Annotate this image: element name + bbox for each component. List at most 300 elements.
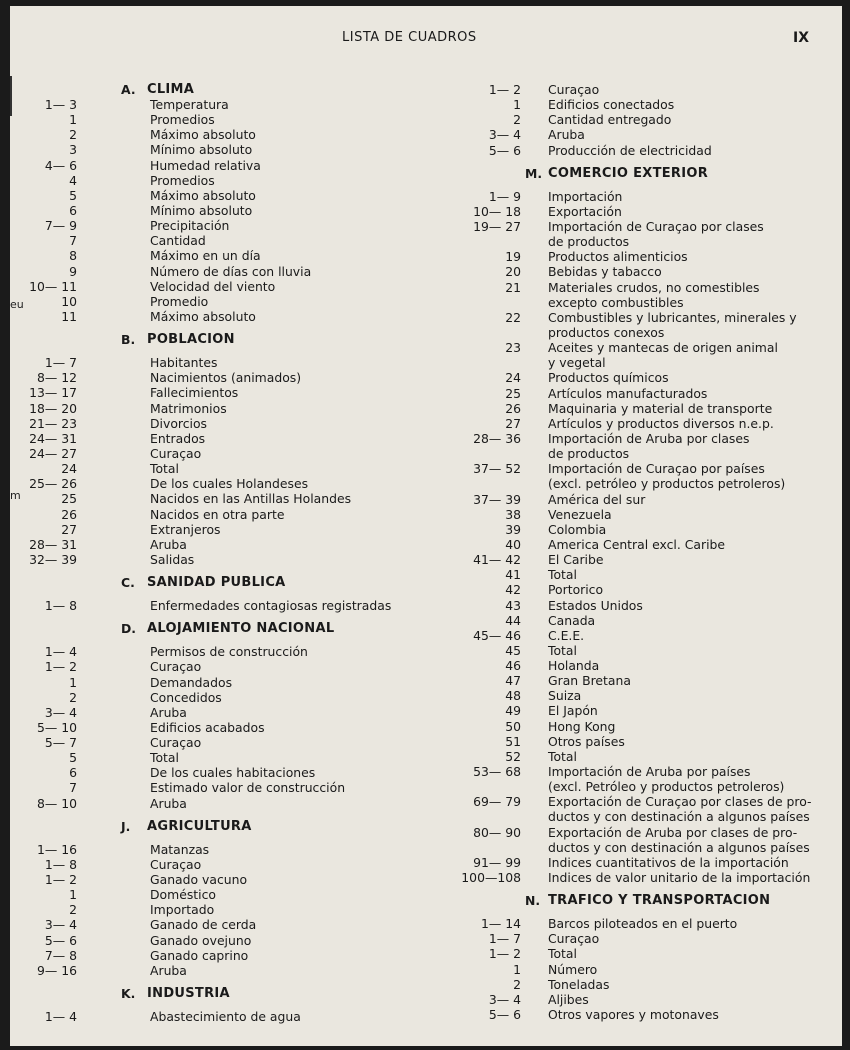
section-letter: B. — [121, 332, 136, 348]
table-list-item — [10, 675, 450, 690]
table-list-item — [455, 492, 840, 507]
section-title: POBLACION — [147, 332, 235, 348]
table-title: Ganado caprino — [150, 947, 249, 963]
table-list-item — [455, 946, 840, 961]
section-title: AGRICULTURA — [147, 818, 252, 834]
table-number: 25 — [505, 385, 521, 401]
table-number: 49 — [505, 703, 521, 719]
table-title: Aruba — [548, 127, 585, 143]
table-number: 1— 14 — [481, 916, 521, 932]
table-title: Aceites y mantecas de origen animal — [548, 340, 778, 356]
table-title: Abastecimiento de agua — [150, 1009, 301, 1025]
table-list-item — [455, 204, 840, 219]
table-list-item — [10, 705, 450, 720]
table-list-item — [455, 870, 840, 885]
table-list-item — [10, 491, 450, 506]
table-number: 41 — [505, 567, 521, 583]
table-title: Enfermedades contagiosas registradas — [150, 598, 392, 614]
table-title: Nacidos en las Antillas Holandes — [150, 491, 352, 507]
table-title: Exportación de Curaçao por clases de pro- — [548, 794, 812, 810]
table-number: 1— 4 — [44, 1009, 77, 1025]
table-number: 1— 2 — [488, 946, 521, 962]
table-number: 3— 4 — [44, 917, 77, 933]
table-number: 39 — [505, 521, 521, 537]
table-title: ductos y con destinación a algunos países — [548, 809, 810, 825]
table-title: Indices cuantitativos de la importación — [548, 854, 789, 870]
table-title: Promedios — [150, 112, 215, 128]
table-list-item — [455, 97, 840, 112]
table-title: Gran Bretana — [548, 673, 631, 689]
table-title: Importación de Curaçao por clases — [548, 218, 764, 234]
table-list-item — [10, 431, 450, 446]
table-list-item — [455, 977, 840, 992]
table-number: 27 — [61, 521, 77, 537]
table-number: 1 — [69, 887, 77, 903]
table-title: De los cuales habitaciones — [150, 765, 316, 781]
table-list-item — [10, 248, 450, 263]
section-letter: N. — [525, 893, 541, 909]
table-list-item — [455, 673, 840, 688]
table-number: 53— 68 — [473, 764, 521, 780]
section-title: INDUSTRIA — [147, 986, 230, 1002]
table-number: 8 — [69, 248, 77, 264]
table-list-item — [455, 82, 840, 97]
table-list-item — [455, 461, 840, 476]
table-list-item — [455, 567, 840, 582]
table-number: 3— 4 — [488, 127, 521, 143]
table-title: Divorcios — [150, 415, 208, 431]
table-number: 80— 90 — [473, 824, 521, 840]
table-title: Venezuela — [548, 506, 612, 522]
table-number: 1 — [513, 97, 521, 113]
table-title: El Japón — [548, 703, 598, 719]
table-title: Productos alimenticios — [548, 249, 688, 265]
table-title: Curaçao — [150, 735, 202, 751]
table-list-item — [455, 703, 840, 718]
table-number: 42 — [505, 582, 521, 598]
table-title: de productos — [548, 446, 630, 462]
table-list-item — [455, 779, 840, 794]
table-list-item — [10, 355, 450, 370]
table-list-item — [10, 416, 450, 431]
table-list-item — [455, 809, 840, 824]
section-letter: D. — [121, 621, 136, 637]
table-title: (excl. petróleo y productos petroleros) — [548, 476, 786, 492]
table-list-item — [455, 992, 840, 1007]
table-number: 32— 39 — [29, 551, 77, 567]
table-title: De los cuales Holandeses — [150, 476, 309, 492]
table-title: Hong Kong — [548, 718, 616, 734]
table-list-item — [10, 476, 450, 491]
section-title: TRAFICO Y TRANSPORTACION — [548, 893, 771, 909]
table-list-item — [455, 962, 840, 977]
table-number: 1— 2 — [488, 82, 521, 97]
table-title: Entrados — [150, 430, 206, 446]
table-list-item — [455, 401, 840, 416]
right-column — [455, 82, 840, 1022]
table-list-item — [455, 143, 840, 158]
table-list-item — [455, 916, 840, 931]
table-number: 7— 9 — [44, 218, 77, 234]
table-number: 8— 12 — [37, 370, 77, 386]
table-title: Número — [548, 961, 598, 977]
table-list-item — [10, 142, 450, 157]
table-list-item — [455, 310, 840, 325]
table-title: Curaçao — [548, 931, 600, 947]
table-number: 27 — [505, 415, 521, 431]
table-number: 10— 11 — [29, 278, 77, 294]
table-title: El Caribe — [548, 552, 604, 568]
bleed-text-bottom: m — [10, 489, 21, 502]
table-number: 1— 16 — [37, 841, 77, 857]
table-title: Salidas — [150, 551, 195, 567]
table-list-item — [455, 855, 840, 870]
table-number: 9— 16 — [37, 962, 77, 978]
table-title: Aruba — [150, 795, 187, 811]
table-number: 45 — [505, 642, 521, 658]
table-list-item — [10, 780, 450, 795]
table-number: 46 — [505, 658, 521, 674]
table-number: 5— 6 — [44, 932, 77, 948]
table-list-item — [10, 203, 450, 218]
section-heading — [10, 613, 450, 644]
table-list-item — [10, 507, 450, 522]
table-number: 41— 42 — [473, 552, 521, 568]
table-number: 24 — [61, 461, 77, 477]
table-number: 50 — [505, 718, 521, 734]
table-number: 3— 4 — [488, 991, 521, 1007]
table-title: Máximo en un día — [150, 248, 261, 264]
table-list-item — [10, 948, 450, 963]
table-list-item — [10, 127, 450, 142]
table-number: 22 — [505, 309, 521, 325]
table-list-item — [10, 461, 450, 476]
table-number: 45— 46 — [473, 627, 521, 643]
table-list-item — [10, 158, 450, 173]
table-title: Precipitación — [150, 218, 230, 234]
table-number: 3 — [69, 142, 77, 158]
table-title: Cantidad entregado — [548, 112, 672, 128]
table-number: 28— 31 — [29, 536, 77, 552]
table-title: Cantidad — [150, 233, 206, 249]
table-number: 21 — [505, 279, 521, 295]
table-title: Ganado de cerda — [150, 917, 257, 933]
table-list-item — [10, 294, 450, 309]
section-heading — [455, 885, 840, 916]
table-list-item — [10, 401, 450, 416]
table-number: 24 — [505, 370, 521, 386]
table-list-item — [455, 749, 840, 764]
table-title: Toneladas — [548, 976, 610, 992]
table-list-item — [10, 1009, 450, 1024]
table-title: Máximo absoluto — [150, 187, 256, 203]
section-heading — [455, 158, 840, 189]
table-title: Máximo absoluto — [150, 127, 256, 143]
table-title: (excl. Petróleo y productos petroleros) — [548, 779, 785, 795]
table-number: 3— 4 — [44, 704, 77, 720]
table-title: Estimado valor de construcción — [150, 780, 346, 796]
table-number: 20 — [505, 264, 521, 280]
table-list-item — [455, 537, 840, 552]
table-number: 2 — [513, 112, 521, 128]
book-page — [10, 6, 842, 1046]
table-number: 10 — [61, 293, 77, 309]
table-number: 5 — [69, 750, 77, 766]
section-letter: C. — [121, 575, 135, 591]
table-number: 47 — [505, 673, 521, 689]
table-title: América del sur — [548, 491, 646, 507]
table-number: 1— 2 — [44, 659, 77, 675]
table-list-item — [455, 840, 840, 855]
table-number: 25— 26 — [29, 476, 77, 492]
table-title: Habitantes — [150, 355, 218, 371]
table-title: Mínimo absoluto — [150, 142, 253, 158]
table-title: excepto combustibles — [548, 294, 684, 310]
table-title: America Central excl. Caribe — [548, 536, 726, 552]
table-title: y vegetal — [548, 355, 606, 371]
table-list-item — [10, 233, 450, 248]
table-title: Total — [150, 461, 179, 477]
table-title: Ganado vacuno — [150, 872, 248, 888]
page-number: IX — [793, 30, 810, 46]
table-number: 25 — [61, 491, 77, 507]
table-list-item — [10, 218, 450, 233]
table-number: 1— 4 — [44, 644, 77, 660]
table-list-item — [455, 127, 840, 142]
section-title: CLIMA — [147, 82, 195, 97]
table-title: Total — [548, 748, 577, 764]
table-title: Total — [548, 946, 577, 962]
table-number: 5 — [69, 187, 77, 203]
table-number: 5— 6 — [488, 142, 521, 158]
table-title: Velocidad del viento — [150, 278, 276, 294]
table-title: Materiales crudos, no comestibles — [548, 279, 760, 295]
table-title: Curaçao — [150, 856, 202, 872]
table-title: Importación de Aruba por países — [548, 764, 751, 780]
table-number: 8— 10 — [37, 795, 77, 811]
table-number: 43 — [505, 597, 521, 613]
table-number: 4 — [69, 172, 77, 188]
table-title: Extranjeros — [150, 521, 221, 537]
bleed-text-top: eu — [10, 298, 24, 311]
table-list-item — [455, 249, 840, 264]
table-list-item — [10, 750, 450, 765]
table-list-item — [10, 522, 450, 537]
table-list-item — [10, 385, 450, 400]
table-list-item — [455, 1007, 840, 1022]
section-heading — [10, 978, 450, 1009]
table-number: 7 — [69, 233, 77, 249]
table-title: Edificios acabados — [150, 719, 265, 735]
table-title: Curaçao — [150, 659, 202, 675]
table-number: 37— 52 — [473, 461, 521, 477]
table-list-item — [455, 295, 840, 310]
page-title: LISTA DE CUADROS — [342, 30, 477, 45]
table-number: 7 — [69, 780, 77, 796]
table-list-item — [455, 355, 840, 370]
table-title: Portorico — [548, 582, 604, 598]
table-title: Colombia — [548, 521, 607, 537]
table-title: Temperatura — [150, 97, 229, 112]
table-list-item — [455, 507, 840, 522]
section-heading — [10, 567, 450, 598]
table-list-item — [10, 735, 450, 750]
table-title: Producción de electricidad — [548, 142, 712, 158]
table-title: Mínimo absoluto — [150, 202, 253, 218]
table-number: 28— 36 — [473, 430, 521, 446]
table-list-item — [455, 476, 840, 491]
section-heading — [10, 324, 450, 355]
table-title: Permisos de construcción — [150, 644, 308, 660]
table-list-item — [10, 264, 450, 279]
table-list-item — [10, 887, 450, 902]
table-number: 18— 20 — [29, 400, 77, 416]
table-title: Aruba — [150, 704, 187, 720]
table-list-item — [455, 325, 840, 340]
table-list-item — [10, 842, 450, 857]
section-letter: J. — [121, 818, 131, 834]
table-list-item — [455, 643, 840, 658]
table-number: 2 — [513, 976, 521, 992]
table-title: Aruba — [150, 962, 187, 978]
table-list-item — [10, 188, 450, 203]
table-title: Nacidos en otra parte — [150, 506, 285, 522]
table-number: 1— 7 — [488, 931, 521, 947]
table-list-item — [455, 552, 840, 567]
table-list-item — [455, 598, 840, 613]
table-title: Importación de Aruba por clases — [548, 430, 750, 446]
table-number: 5— 6 — [488, 1007, 521, 1023]
table-number: 5— 7 — [44, 735, 77, 751]
section-heading — [10, 82, 450, 97]
table-number: 24— 27 — [29, 445, 77, 461]
section-letter: A. — [121, 82, 136, 97]
table-number: 13— 17 — [29, 385, 77, 401]
table-number: 69— 79 — [473, 794, 521, 810]
table-title: Importado — [150, 902, 215, 918]
table-list-item — [10, 644, 450, 659]
table-title: Importación de Curaçao por países — [548, 461, 765, 477]
table-list-item — [10, 446, 450, 461]
table-number: 9 — [69, 263, 77, 279]
table-number: 2 — [69, 689, 77, 705]
table-list-item — [10, 598, 450, 613]
table-list-item — [455, 416, 840, 431]
table-number: 10— 18 — [473, 203, 521, 219]
table-list-item — [455, 522, 840, 537]
table-number: 2 — [69, 902, 77, 918]
section-letter: M. — [525, 165, 543, 181]
table-title: productos conexos — [548, 324, 665, 340]
table-list-item — [10, 872, 450, 887]
table-title: Exportación — [548, 203, 622, 219]
table-number: 24— 31 — [29, 430, 77, 446]
table-list-item — [455, 734, 840, 749]
table-list-item — [10, 97, 450, 112]
table-list-item — [455, 340, 840, 355]
table-list-item — [455, 189, 840, 204]
table-number: 6 — [69, 765, 77, 781]
table-title: Artículos manufacturados — [548, 385, 708, 401]
table-list-item — [10, 857, 450, 872]
table-number: 38 — [505, 506, 521, 522]
table-title: Productos químicos — [548, 370, 669, 386]
table-number: 23 — [505, 340, 521, 356]
table-list-item — [455, 370, 840, 385]
table-title: Promedio — [150, 293, 209, 309]
table-list-item — [455, 825, 840, 840]
table-title: Otros países — [548, 733, 625, 749]
table-number: 91— 99 — [473, 854, 521, 870]
table-number: 19 — [505, 249, 521, 265]
table-title: Total — [548, 642, 577, 658]
table-number: 1— 8 — [44, 856, 77, 872]
table-list-item — [10, 537, 450, 552]
table-list-item — [10, 690, 450, 705]
table-title: Canada — [548, 612, 596, 628]
table-title: Número de días con lluvia — [150, 263, 312, 279]
table-number: 1— 3 — [44, 97, 77, 112]
table-number: 1 — [513, 961, 521, 977]
section-heading — [10, 811, 450, 842]
table-list-item — [10, 370, 450, 385]
table-list-item — [455, 613, 840, 628]
table-list-item — [455, 658, 840, 673]
table-number: 2 — [69, 127, 77, 143]
table-number: 4— 6 — [44, 157, 77, 173]
table-title: Exportación de Aruba por clases de pro- — [548, 824, 798, 840]
table-list-item — [10, 933, 450, 948]
table-title: Indices de valor unitario de la importación — [548, 870, 811, 886]
table-title: Curaçao — [548, 82, 600, 97]
table-title: de productos — [548, 234, 630, 250]
table-title: Estados Unidos — [548, 597, 643, 613]
table-title: Combustibles y lubricantes, minerales y — [548, 309, 797, 325]
table-list-item — [455, 386, 840, 401]
table-list-item — [455, 219, 840, 234]
table-title: Maquinaria y material de transporte — [548, 400, 773, 416]
table-title: C.E.E. — [548, 627, 585, 643]
table-title: ductos y con destinación a algunos países — [548, 839, 810, 855]
table-title: Ganado ovejuno — [150, 932, 252, 948]
table-list-item — [10, 765, 450, 780]
table-list-item — [455, 234, 840, 249]
table-title: Edificios conectados — [548, 97, 675, 113]
table-number: 1— 8 — [44, 598, 77, 614]
table-number: 26 — [505, 400, 521, 416]
table-title: Matanzas — [150, 841, 210, 857]
table-number: 21— 23 — [29, 415, 77, 431]
table-title: Aruba — [150, 536, 187, 552]
section-title: ALOJAMIENTO NACIONAL — [147, 621, 335, 637]
table-number: 11 — [61, 308, 77, 324]
table-number: 37— 39 — [473, 491, 521, 507]
table-list-item — [10, 963, 450, 978]
table-number: 1— 9 — [488, 188, 521, 204]
table-number: 1 — [69, 112, 77, 128]
table-number: 6 — [69, 202, 77, 218]
table-title: Matrimonios — [150, 400, 227, 416]
table-number: 100—108 — [461, 870, 521, 886]
table-number: 7— 8 — [44, 947, 77, 963]
table-title: Curaçao — [150, 445, 202, 461]
table-title: Importación — [548, 188, 623, 204]
table-number: 19— 27 — [473, 218, 521, 234]
table-list-item — [455, 764, 840, 779]
table-title: Humedad relativa — [150, 157, 261, 173]
table-list-item — [10, 720, 450, 735]
table-title: Doméstico — [150, 887, 216, 903]
